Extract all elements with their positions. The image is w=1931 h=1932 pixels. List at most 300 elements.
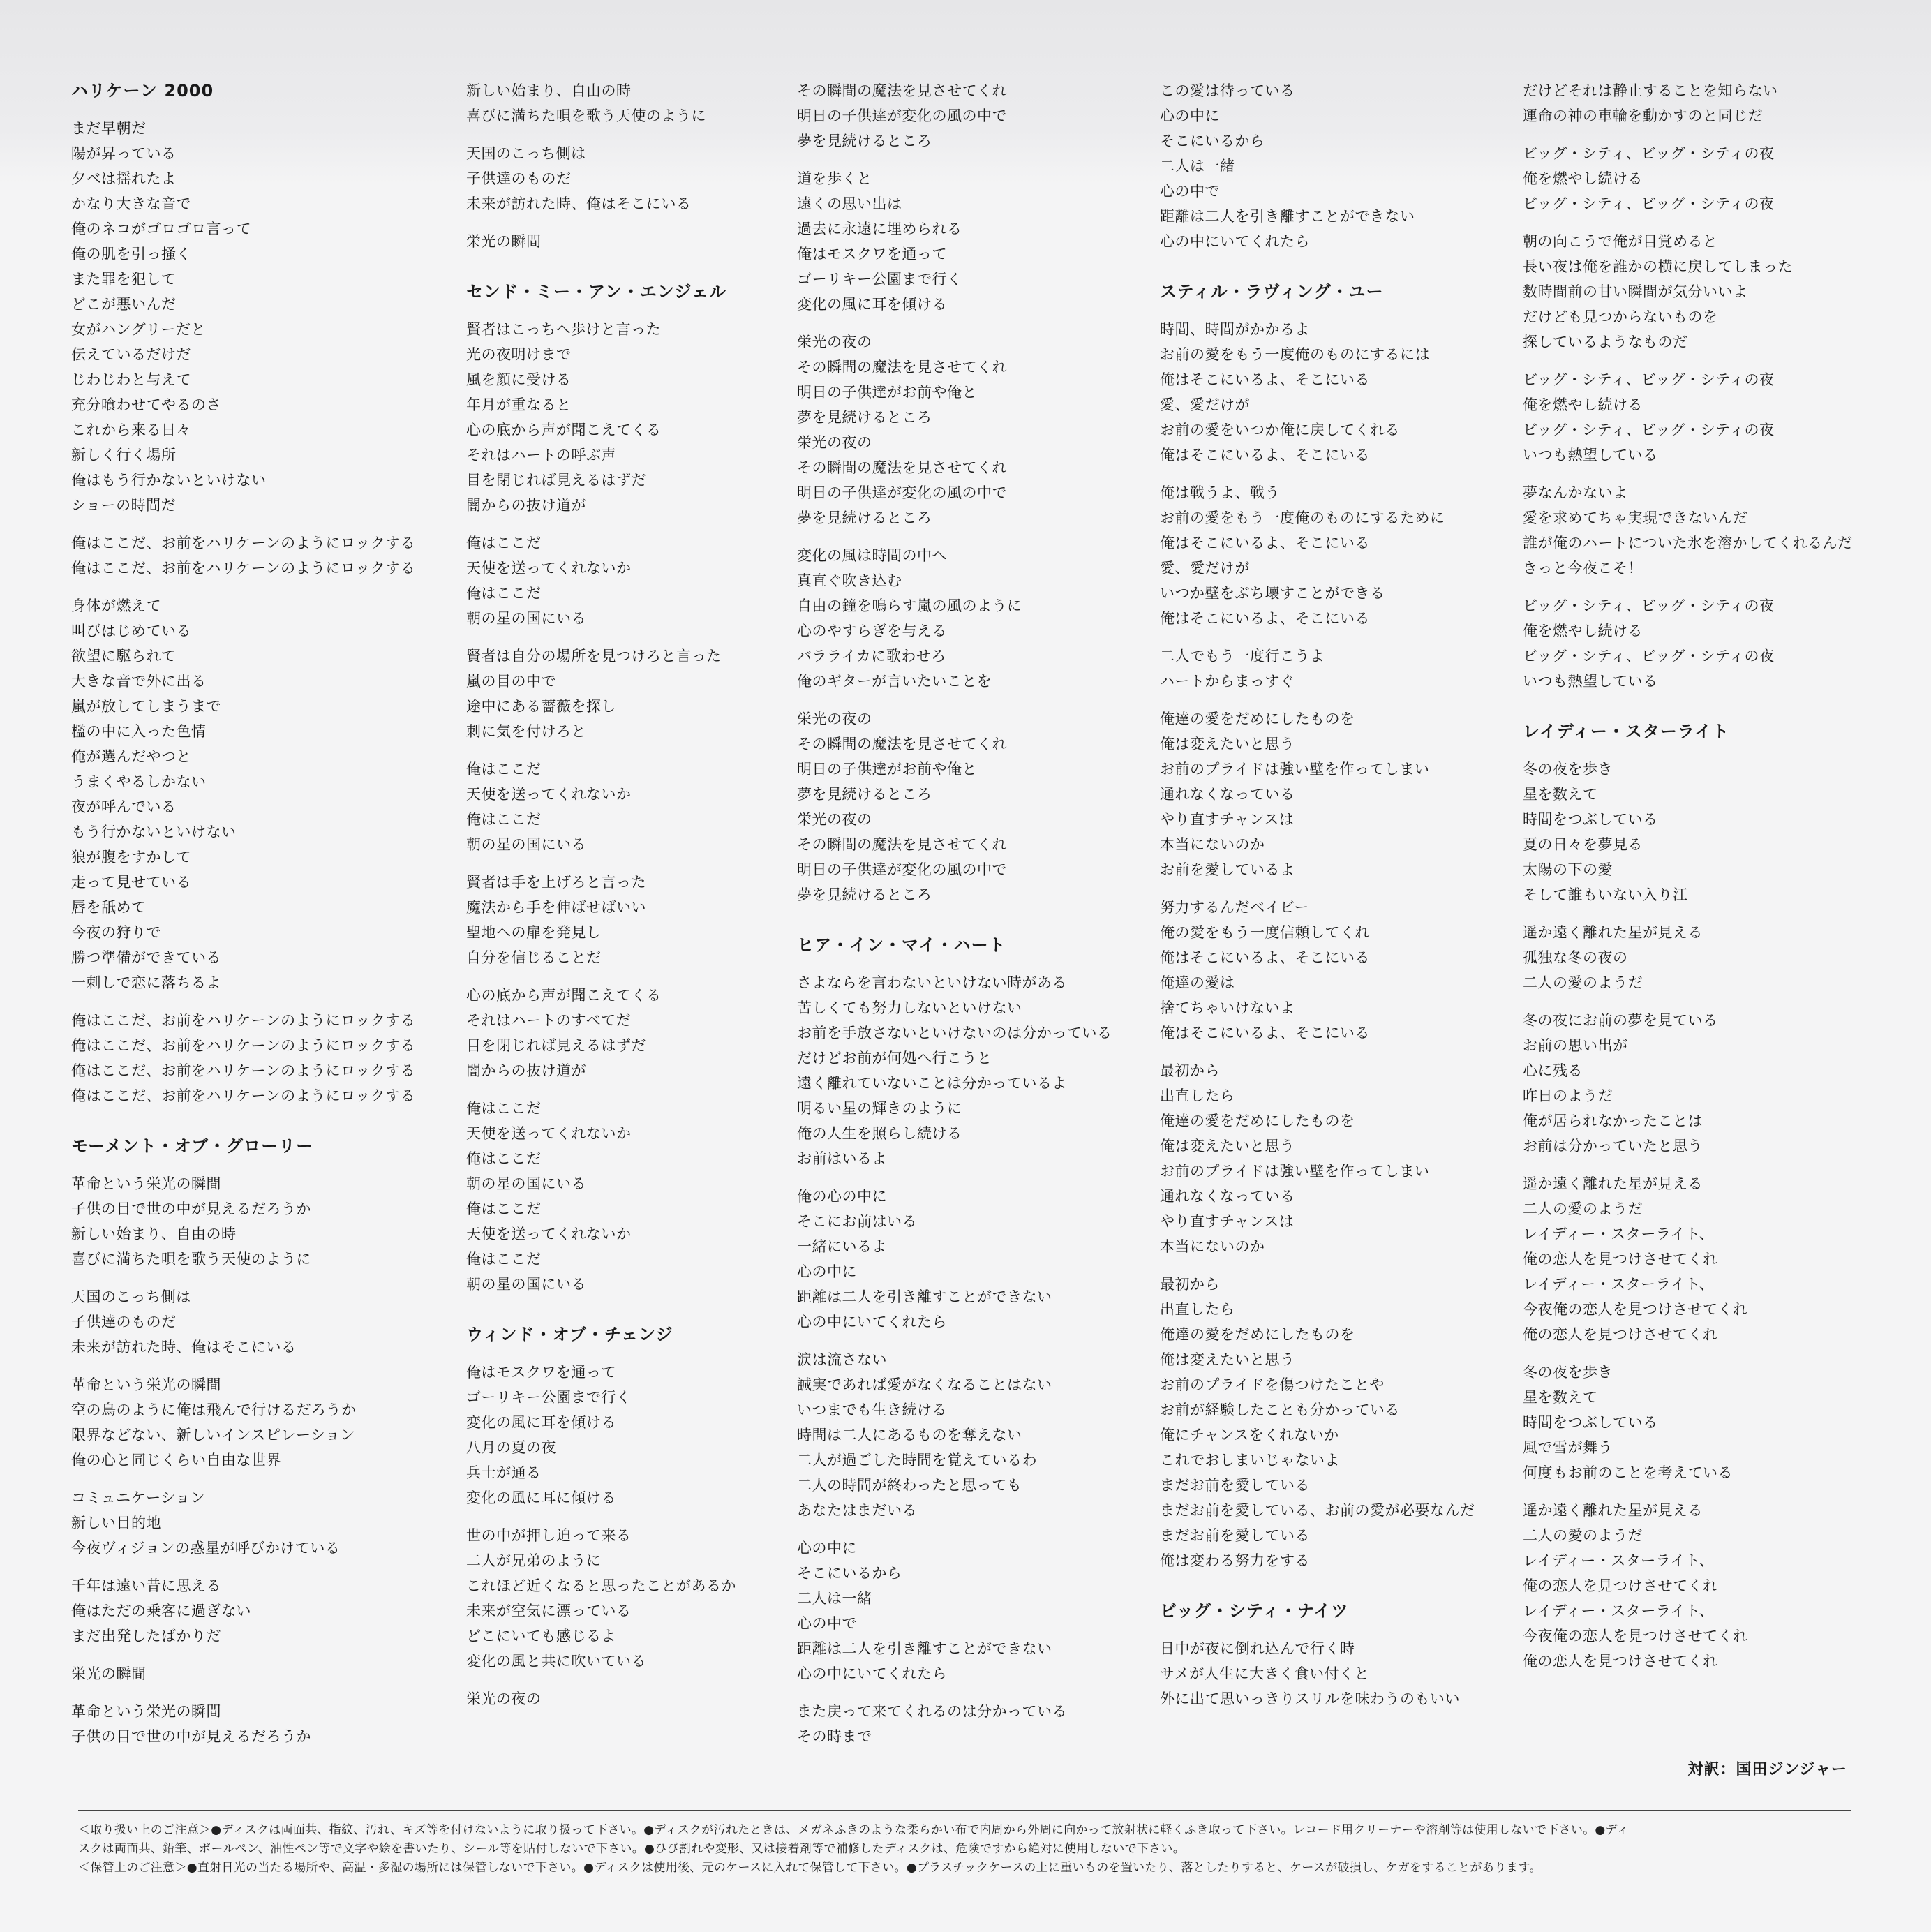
lyric-line: 二人が過ごした時間を覚えているわ: [797, 1452, 1037, 1469]
lyric-line: 一刺しで恋に落ちるよ: [71, 974, 221, 991]
lyric-line: 俺はそこにいるよ、そこにいる: [1160, 535, 1370, 551]
lyric-line: 涙は流さない: [797, 1351, 887, 1368]
lyric-line: 俺のギターが言いたいことを: [797, 673, 992, 690]
lyric-line: 欲望に駆られて: [71, 648, 177, 664]
lyric-line: 俺の恋人を見つけさせてくれ: [1523, 1653, 1718, 1670]
lyric-line: ビッグ・シティ、ビッグ・シティの夜: [1523, 648, 1775, 664]
lyric-stanza: [1160, 895, 1475, 1046]
lyric-line: 俺の心の中に: [797, 1188, 887, 1205]
lyric-stanza: [71, 1284, 415, 1360]
lyric-line: 途中にある薔薇を探し: [466, 698, 616, 715]
lyric-line: 俺の心と同じくらい自由な世界: [71, 1452, 281, 1469]
lyric-stanza: [71, 1573, 415, 1649]
lyric-line: 遠くの思い出は: [797, 195, 902, 212]
lyric-line: 風を顔に受ける: [466, 371, 572, 388]
lyric-line: 時間、時間がかかるよ: [1160, 321, 1310, 338]
lyric-stanza: [466, 1360, 736, 1510]
lyric-line: 二人の時間が終わったと思っても: [797, 1477, 1022, 1494]
lyric-line: 夕べは揺れたよ: [71, 170, 177, 187]
lyric-line: 昨日のようだ: [1523, 1087, 1613, 1104]
song-title: レイディー・スターライト: [1523, 722, 1730, 741]
lyric-line: 喜びに満ちた唄を歌う天使のように: [71, 1251, 311, 1268]
lyric-stanza: [466, 530, 736, 631]
lyric-line: 出直したら: [1160, 1087, 1235, 1104]
lyric-stanza: [1523, 1360, 1853, 1485]
lyric-line: 明日の子供達がお前や俺と: [797, 384, 977, 401]
song-title: センド・ミー・アン・エンジェル: [466, 282, 726, 302]
lyric-line: 変化の風は時間の中へ: [797, 547, 947, 564]
lyric-line: 冬の夜を歩き: [1523, 1364, 1613, 1381]
lyric-line: 心の中に: [797, 1263, 857, 1280]
lyric-line: 出直したら: [1160, 1301, 1235, 1318]
lyric-line: また戻って来てくれるのは分かっている: [797, 1703, 1067, 1720]
lyric-line: 夜が呼んでいる: [71, 798, 177, 815]
lyric-line: 大きな音で外に出る: [71, 673, 207, 690]
lyric-stanza: [1523, 367, 1853, 468]
lyric-line: 朝の向こうで俺が目覚めると: [1523, 233, 1718, 250]
lyric-line: サメが人生に大きく食い付くと: [1160, 1665, 1370, 1682]
lyrics-column-1: [71, 78, 415, 1762]
lyric-line: その時まで: [797, 1728, 872, 1745]
lyric-line: お前のプライドを傷つけたことや: [1160, 1376, 1385, 1393]
lyric-line: バラライカに歌わせろ: [797, 648, 946, 664]
lyrics-column-4: [1160, 78, 1475, 1724]
song-title: ビッグ・シティ・ナイツ: [1160, 1601, 1349, 1621]
lyric-line: 変化の風に耳に傾ける: [466, 1489, 616, 1506]
lyric-stanza: [1523, 757, 1853, 907]
lyric-line: 心の中に: [1160, 107, 1220, 124]
lyric-line: 新しい始まり、自由の時: [466, 82, 632, 99]
lyric-stanza: [1523, 480, 1853, 581]
lyric-line: あなたはまだいる: [797, 1502, 917, 1519]
lyric-stanza: [1523, 1008, 1853, 1159]
lyric-stanza: [466, 870, 736, 970]
lyric-stanza: [71, 593, 415, 995]
lyric-line: 新しく行く場所: [71, 447, 177, 463]
lyric-line: 二人は一緒: [797, 1590, 872, 1607]
lyric-line: 世の中が押し迫って来る: [466, 1527, 632, 1544]
lyric-line: 時間をつぶしている: [1523, 811, 1658, 828]
lyric-line: だけどお前が何処へ行こうと: [797, 1050, 992, 1067]
lyric-line: 俺は戦うよ、戦う: [1160, 484, 1280, 501]
lyric-stanza: [466, 141, 736, 216]
lyric-line: 夏の日々を夢見る: [1523, 836, 1643, 853]
lyric-line: 夢を見続けるところ: [797, 886, 932, 903]
lyric-line: お前の愛をもう一度俺のものにするために: [1160, 510, 1445, 526]
lyric-line: そこにお前はいる: [797, 1213, 917, 1230]
lyric-line: 明日の子供達が変化の風の中で: [797, 107, 1007, 124]
lyric-line: 伝えているだけだ: [71, 346, 191, 363]
lyrics-column-3: [797, 78, 1112, 1762]
lyric-line: 俺達の愛をだめにしたものを: [1160, 1113, 1355, 1129]
lyric-stanza: [71, 1372, 415, 1473]
lyric-line: 賢者はこっちへ歩けと言った: [466, 321, 662, 338]
lyric-line: 何度もお前のことを考えている: [1523, 1464, 1733, 1481]
notice-line: ＜保管上のご注意＞●直射日光の当たる場所や、高温・多湿の場所には保管しないで下さい。●ディスクは使用後、元のケースに入れて保管して下さい。●プラスチックケースの上に重いものを置いたり、落としたりすると、ケースが破損し、ケガをすることがあります。: [78, 1861, 1542, 1875]
lyric-stanza: [71, 1485, 415, 1561]
lyric-line: 俺はここだ、お前をハリケーンのようにロックする: [71, 1087, 416, 1104]
lyric-line: 未来が訪れた時、俺はそこにいる: [466, 195, 692, 212]
lyric-line: 明日の子供達が変化の風の中で: [797, 861, 1007, 878]
lyric-line: 栄光の瞬間: [71, 1665, 147, 1682]
lyric-stanza: [797, 543, 1112, 694]
lyric-line: 天国のこっち側は: [466, 145, 586, 162]
lyric-line: 冬の夜を歩き: [1523, 761, 1613, 778]
lyric-line: 目を閉じれば見えるはずだ: [466, 472, 646, 489]
lyric-line: 通れなくなっている: [1160, 786, 1295, 803]
lyric-line: その瞬間の魔法を見させてくれ: [797, 836, 1007, 853]
lyric-line: 明日の子供達がお前や俺と: [797, 761, 977, 778]
lyric-line: 新しい目的地: [71, 1515, 161, 1531]
lyric-line: 革命という栄光の瞬間: [71, 1376, 221, 1393]
lyric-line: 子供達のものだ: [71, 1314, 177, 1330]
lyric-stanza: [1160, 78, 1475, 254]
lyric-stanza: [797, 329, 1112, 530]
lyric-line: 喜びに満ちた唄を歌う天使のように: [466, 107, 706, 124]
lyric-line: 未来が空気に漂っている: [466, 1603, 632, 1619]
lyric-line: もう行かないといけない: [71, 824, 237, 840]
lyric-line: 自分を信じることだ: [466, 949, 602, 966]
lyric-line: 嵐が放してしまうまで: [71, 698, 221, 715]
notice-line: ＜取り扱い上のご注意＞●ディスクは両面共、指紋、汚れ、キズ等を付けないように取り扱って下さい。●ディスクが汚れたときは、メガネふきのような柔らかい布で内周から外周に向かって放射状に軽くふき取って下さい。レコード用クリーナーや溶剤等は使用しないで下さい。●ディ: [78, 1823, 1629, 1837]
lyric-stanza: [466, 644, 736, 744]
lyric-line: そこにいるから: [797, 1565, 902, 1582]
lyric-line: 遥か遠く離れた星が見える: [1523, 1502, 1703, 1519]
lyric-line: じわじわと与えて: [71, 371, 191, 388]
lyric-stanza: [1160, 1058, 1475, 1259]
lyric-line: 朝の星の国にいる: [466, 1276, 586, 1293]
lyric-line: 二人の愛のようだ: [1523, 1201, 1643, 1217]
translation-credit: 対訳：国田ジンジャー: [1687, 1761, 1847, 1778]
lyric-line: 風で雪が舞う: [1523, 1439, 1613, 1456]
lyric-line: 心の中で: [797, 1615, 857, 1632]
lyric-line: 天使を送ってくれないか: [466, 560, 632, 577]
lyric-line: その瞬間の魔法を見させてくれ: [797, 82, 1007, 99]
lyric-stanza: [797, 970, 1112, 1171]
lyric-line: 最初から: [1160, 1062, 1220, 1079]
lyric-line: 八月の夏の夜: [466, 1439, 556, 1456]
lyric-stanza: [466, 1686, 736, 1711]
lyric-line: 俺はそこにいるよ、そこにいる: [1160, 1025, 1370, 1041]
lyric-line: 時間は二人にあるものを奪えない: [797, 1427, 1022, 1443]
lyric-line: まだお前を愛している、お前の愛が必要なんだ: [1160, 1502, 1475, 1519]
lyric-line: 夢を見続けるところ: [797, 409, 932, 426]
lyric-line: 聖地への扉を発見し: [466, 924, 602, 941]
lyric-line: 二人は一緒: [1160, 158, 1235, 174]
lyric-line: 心の中で: [1160, 183, 1220, 200]
lyric-line: 過去に永遠に埋められる: [797, 221, 962, 237]
lyric-line: 俺の人生を照らし続ける: [797, 1125, 962, 1142]
lyric-line: 空の鳥のように俺は飛んで行けるだろうか: [71, 1402, 357, 1418]
lyric-stanza: [797, 78, 1112, 154]
lyric-line: 俺はここだ、お前をハリケーンのようにロックする: [71, 1012, 416, 1029]
lyric-line: 二人が兄弟のように: [466, 1552, 602, 1569]
lyric-line: 太陽の下の愛: [1523, 861, 1613, 878]
lyric-line: 未来が訪れた時、俺はそこにいる: [71, 1339, 297, 1355]
lyric-line: また罪を犯して: [71, 271, 177, 288]
lyric-line: 探しているようなものだ: [1523, 334, 1688, 350]
lyric-line: 俺はここだ、お前をハリケーンのようにロックする: [71, 535, 416, 551]
lyric-line: 俺の愛をもう一度信頼してくれ: [1160, 924, 1370, 941]
lyric-line: 俺はここだ、お前をハリケーンのようにロックする: [71, 1062, 416, 1079]
lyric-line: 狼が腹をすかして: [71, 849, 191, 865]
lyric-line: 俺はここだ: [466, 1201, 542, 1217]
lyric-line: 孤独な冬の夜の: [1523, 949, 1628, 966]
lyric-line: 俺はモスクワを通って: [797, 246, 947, 262]
lyric-line: 二人の愛のようだ: [1523, 974, 1643, 991]
lyric-line: 兵士が通る: [466, 1464, 542, 1481]
lyric-line: 朝の星の国にいる: [466, 836, 586, 853]
lyric-line: 距離は二人を引き離すことができない: [797, 1288, 1052, 1305]
lyric-line: 天使を送ってくれないか: [466, 1226, 632, 1242]
lyric-line: 俺は変えたいと思う: [1160, 1138, 1295, 1154]
lyric-stanza: [1523, 593, 1853, 694]
lyric-line: 運命の神の車輪を動かすのと同じだ: [1523, 107, 1763, 124]
lyric-line: 俺達の愛をだめにしたものを: [1160, 711, 1355, 727]
lyric-stanza: [1160, 706, 1475, 882]
notice-line: スクは両面共、鉛筆、ボールペン、油性ペン等で文字や絵を書いたり、シール等を貼付しないで下さい。●ひび割れや変形、又は接着剤等で補修したディスクは、危険ですから絶対に使用しないで下さい。: [78, 1842, 1186, 1856]
lyric-line: 俺の肌を引っ掻く: [71, 246, 191, 262]
lyric-line: お前のプライドは強い壁を作ってしまい: [1160, 1163, 1430, 1180]
lyric-stanza: [1523, 141, 1853, 216]
lyric-line: どこが悪いんだ: [71, 296, 177, 313]
lyric-line: お前を手放さないといけないのは分かっている: [797, 1025, 1112, 1041]
lyric-line: そして誰もいない入り江: [1523, 886, 1688, 903]
lyric-stanza: [1160, 1636, 1475, 1711]
lyric-line: 俺はそこにいるよ、そこにいる: [1160, 610, 1370, 627]
lyric-line: 俺を燃やし続ける: [1523, 396, 1643, 413]
song-title: ヒア・イン・マイ・ハート: [797, 935, 1006, 955]
lyric-line: 朝の星の国にいる: [466, 610, 586, 627]
lyric-stanza: [1523, 78, 1853, 128]
lyric-line: やり直すチャンスは: [1160, 811, 1295, 828]
lyric-line: 走って見せている: [71, 874, 191, 891]
lyric-line: 俺はモスクワを通って: [466, 1364, 616, 1381]
lyric-stanza: [466, 229, 736, 254]
lyric-line: 俺を燃やし続ける: [1523, 623, 1643, 639]
lyric-line: かなり大きな音で: [71, 195, 191, 212]
lyric-line: 心の中にいてくれたら: [797, 1314, 947, 1330]
lyric-line: 苦しくても努力しないといけない: [797, 1000, 1022, 1016]
lyric-line: 魔法から手を伸ばせばいい: [466, 899, 646, 916]
lyric-line: 変化の風と共に吹いている: [466, 1653, 646, 1670]
lyric-line: 目を閉じれば見えるはずだ: [466, 1037, 646, 1054]
lyric-line: その瞬間の魔法を見させてくれ: [797, 359, 1007, 376]
lyric-line: 時間をつぶしている: [1523, 1414, 1658, 1431]
lyric-line: 栄光の夜の: [797, 434, 872, 451]
lyric-line: まだお前を愛している: [1160, 1477, 1310, 1494]
lyric-line: 天使を送ってくれないか: [466, 786, 632, 803]
handling-notice: [78, 1810, 1851, 1878]
lyric-stanza: [797, 706, 1112, 907]
lyric-line: 二人の愛のようだ: [1523, 1527, 1643, 1544]
lyric-line: お前の愛をいつか俺に戻してくれる: [1160, 422, 1400, 438]
lyric-line: 心に残る: [1523, 1062, 1583, 1079]
lyric-line: これでおしまいじゃないよ: [1160, 1452, 1340, 1469]
lyric-line: 夢なんかないよ: [1523, 484, 1628, 501]
lyric-line: これほど近くなると思ったことがあるか: [466, 1577, 736, 1594]
lyric-stanza: [1523, 1171, 1853, 1347]
lyric-line: 俺はここだ: [466, 761, 542, 778]
lyric-line: 俺の恋人を見つけさせてくれ: [1523, 1251, 1718, 1268]
song-title: ウィンド・オブ・チェンジ: [466, 1325, 673, 1344]
lyric-stanza: [797, 1536, 1112, 1686]
lyric-line: お前が経験したことも分かっている: [1160, 1402, 1400, 1418]
lyric-line: 俺はここだ、お前をハリケーンのようにロックする: [71, 1037, 416, 1054]
lyric-line: 刺に気を付けろと: [466, 723, 586, 740]
lyric-line: 栄光の夜の: [797, 334, 872, 350]
lyric-line: 子供の目で世の中が見えるだろうか: [71, 1201, 311, 1217]
lyric-line: 俺達の愛は: [1160, 974, 1235, 991]
lyrics-column-2: [466, 78, 736, 1724]
lyric-line: この愛は待っている: [1160, 82, 1295, 99]
lyric-line: お前を愛しているよ: [1160, 861, 1295, 878]
lyric-line: 夢を見続けるところ: [797, 786, 932, 803]
lyric-line: 唇を舐めて: [71, 899, 147, 916]
lyric-line: 女がハングリーだと: [71, 321, 207, 338]
lyric-line: 俺はそこにいるよ、そこにいる: [1160, 371, 1370, 388]
lyric-line: 千年は遠い昔に思える: [71, 1577, 221, 1594]
lyric-line: ショーの時間だ: [71, 497, 177, 514]
lyric-line: 愛、愛だけが: [1160, 396, 1250, 413]
lyric-line: その瞬間の魔法を見させてくれ: [797, 736, 1007, 752]
lyric-stanza: [1160, 1272, 1475, 1573]
lyric-line: ビッグ・シティ、ビッグ・シティの夜: [1523, 597, 1775, 614]
lyric-line: 栄光の瞬間: [466, 233, 542, 250]
lyric-line: 俺の恋人を見つけさせてくれ: [1523, 1577, 1718, 1594]
lyric-line: 真直ぐ吹き込む: [797, 572, 902, 589]
song-title: スティル・ラヴィング・ユー: [1160, 282, 1384, 302]
lyric-line: 俺はここだ: [466, 811, 542, 828]
lyric-line: ハートからまっすぐ: [1160, 673, 1295, 690]
lyric-line: お前の愛をもう一度俺のものにするには: [1160, 346, 1430, 363]
lyric-line: 誰が俺のハートについた氷を溶かしてくれるんだ: [1523, 535, 1853, 551]
lyric-line: 子供達のものだ: [466, 170, 572, 187]
lyric-line: 俺はもう行かないといけない: [71, 472, 267, 489]
lyric-line: まだお前を愛している: [1160, 1527, 1310, 1544]
lyric-line: 誠実であれば愛がなくなることはない: [797, 1376, 1052, 1393]
lyric-line: 天使を送ってくれないか: [466, 1125, 632, 1142]
lyric-stanza: [466, 1096, 736, 1297]
lyric-stanza: [1160, 644, 1475, 694]
lyric-line: 遥か遠く離れた星が見える: [1523, 1175, 1703, 1192]
lyric-line: 充分喰わせてやるのさ: [71, 396, 221, 413]
lyric-line: 心の中にいてくれたら: [797, 1665, 947, 1682]
lyric-line: お前の思い出が: [1523, 1037, 1628, 1054]
lyric-line: ビッグ・シティ、ビッグ・シティの夜: [1523, 195, 1775, 212]
lyric-line: レイディー・スターライト、: [1523, 1226, 1715, 1242]
lyric-line: 陽が昇っている: [71, 145, 177, 162]
lyric-stanza: [797, 1699, 1112, 1749]
lyric-stanza: [71, 1008, 415, 1108]
lyric-line: 賢者は手を上げろと言った: [466, 874, 646, 891]
lyric-line: 今夜俺の恋人を見つけさせてくれ: [1523, 1301, 1748, 1318]
lyric-line: ビッグ・シティ、ビッグ・シティの夜: [1523, 145, 1775, 162]
lyric-line: 心のやすらぎを与える: [797, 623, 947, 639]
lyric-line: 愛を求めてちゃ実現できないんだ: [1523, 510, 1748, 526]
lyric-line: 勝つ準備ができている: [71, 949, 221, 966]
lyric-line: 明るい星の輝きのように: [797, 1100, 962, 1117]
lyric-line: 俺は変えたいと思う: [1160, 736, 1295, 752]
lyric-line: 俺は変わる努力をする: [1160, 1552, 1310, 1569]
lyric-line: 賢者は自分の場所を見つけろと言った: [466, 648, 722, 664]
lyric-line: 道を歩くと: [797, 170, 872, 187]
lyric-line: 俺達の愛をだめにしたものを: [1160, 1326, 1355, 1343]
lyric-line: やり直すチャンスは: [1160, 1213, 1295, 1230]
lyric-line: 朝の星の国にいる: [466, 1175, 586, 1192]
lyric-line: 俺の恋人を見つけさせてくれ: [1523, 1326, 1718, 1343]
lyric-stanza: [1523, 1498, 1853, 1674]
song-title: モーメント・オブ・グローリー: [71, 1136, 314, 1156]
lyric-line: 俺が居られなかったことは: [1523, 1113, 1703, 1129]
lyric-stanza: [466, 983, 736, 1083]
lyric-stanza: [1160, 480, 1475, 631]
lyric-line: 俺が選んだやつと: [71, 748, 191, 765]
lyric-line: 俺はここだ: [466, 1251, 542, 1268]
lyrics-column-5: [1523, 78, 1853, 1686]
lyric-stanza: [1160, 317, 1475, 468]
lyric-line: お前のプライドは強い壁を作ってしまい: [1160, 761, 1430, 778]
lyric-line: 檻の中に入った色情: [71, 723, 207, 740]
lyric-line: 俺はここだ、お前をハリケーンのようにロックする: [71, 560, 416, 577]
lyric-stanza: [466, 317, 736, 518]
lyric-line: 変化の風に耳を傾ける: [466, 1414, 616, 1431]
lyric-line: 捨てちゃいけないよ: [1160, 1000, 1295, 1016]
lyric-line: まだ早朝だ: [71, 120, 147, 137]
lyric-line: 二人でもう一度行こうよ: [1160, 648, 1325, 664]
lyric-line: 本当にないのか: [1160, 836, 1265, 853]
lyric-line: 子供の目で世の中が見えるだろうか: [71, 1728, 311, 1745]
lyric-line: 嵐の目の中で: [466, 673, 556, 690]
lyric-line: 心の底から声が聞こえてくる: [466, 987, 662, 1004]
lyric-line: 栄光の夜の: [797, 811, 872, 828]
lyric-line: レイディー・スターライト、: [1523, 1276, 1715, 1293]
lyric-stanza: [71, 1171, 415, 1272]
lyric-line: 身体が燃えて: [71, 597, 161, 614]
lyric-line: きっと今夜こそ！: [1523, 560, 1643, 577]
lyric-line: 本当にないのか: [1160, 1238, 1265, 1255]
lyric-line: 明日の子供達が変化の風の中で: [797, 484, 1007, 501]
lyric-line: 愛、愛だけが: [1160, 560, 1250, 577]
lyric-stanza: [466, 78, 736, 128]
lyric-stanza: [1523, 920, 1853, 995]
lyric-line: それはハートの呼ぶ声: [466, 447, 616, 463]
lyric-stanza: [797, 1184, 1112, 1335]
lyric-line: 俺を燃やし続ける: [1523, 170, 1643, 187]
lyric-line: ゴーリキー公園まで行く: [797, 271, 962, 288]
lyric-line: これから来る日々: [71, 422, 191, 438]
lyric-line: 外に出て思いっきりスリルを味わうのもいい: [1160, 1690, 1460, 1707]
lyric-line: 通れなくなっている: [1160, 1188, 1295, 1205]
lyric-line: 心の中に: [797, 1540, 857, 1556]
lyric-line: ゴーリキー公園まで行く: [466, 1389, 632, 1406]
lyric-line: いつも熱望している: [1523, 447, 1658, 463]
lyric-stanza: [71, 530, 415, 581]
lyric-line: 闇からの抜け道が: [466, 1062, 586, 1079]
lyric-line: 距離は二人を引き離すことができない: [1160, 208, 1415, 225]
lyric-line: 俺はここだ: [466, 535, 542, 551]
lyric-line: 俺はそこにいるよ、そこにいる: [1160, 949, 1370, 966]
lyric-line: コミュニケーション: [71, 1489, 206, 1506]
lyric-line: まだ出発したばかりだ: [71, 1628, 221, 1644]
lyric-line: うまくやるしかない: [71, 773, 207, 790]
lyric-line: 一緒にいるよ: [797, 1238, 887, 1255]
lyric-stanza: [797, 166, 1112, 317]
lyric-line: 新しい始まり、自由の時: [71, 1226, 237, 1242]
lyric-line: 数時間前の甘い瞬間が気分いいよ: [1523, 283, 1748, 300]
lyric-line: 星を数えて: [1523, 786, 1598, 803]
lyric-stanza: [466, 1523, 736, 1674]
